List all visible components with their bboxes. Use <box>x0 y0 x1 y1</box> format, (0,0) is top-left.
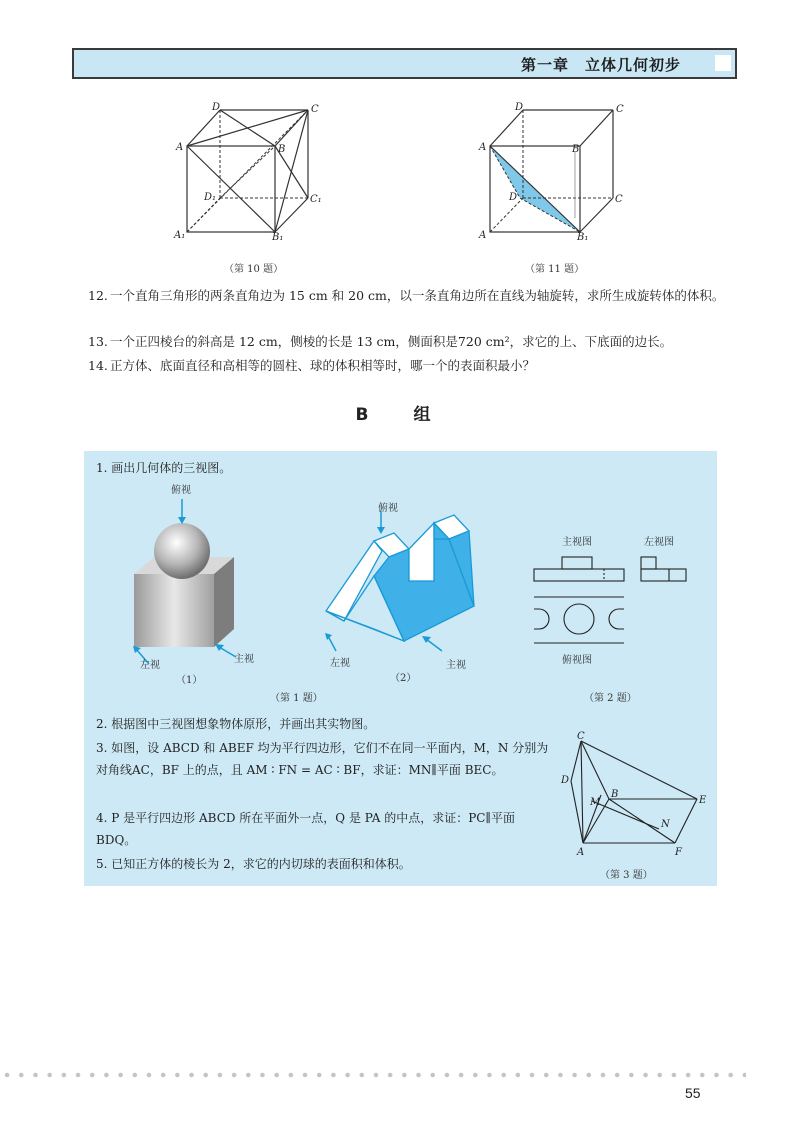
header-square-decoration <box>715 55 731 71</box>
fig10-label-c1: C₁ <box>310 194 322 205</box>
b-q2-number: 2. <box>96 717 108 731</box>
figure-3-parallelograms <box>559 731 709 861</box>
fig3-label-e: E <box>699 795 707 806</box>
footer-dotted-rule <box>0 1071 746 1079</box>
fig3-label-m: M <box>590 797 601 808</box>
problem-12 <box>88 285 748 306</box>
figure-2-caption: （第 2 题） <box>584 693 637 704</box>
figure-11-cube <box>475 100 635 240</box>
figure-10-caption: （第 10 题） <box>224 264 284 275</box>
fig1-2-front-view-label: 主视 <box>446 660 466 671</box>
fig3-label-b: B <box>611 789 619 800</box>
fig1-1-number-label: （1） <box>176 675 203 686</box>
problem-13-text: 一个正四棱台的斜高是 12 cm，侧棱的长是 13 cm，侧面积是720 cm²，求它的上、下底面的边长。 <box>110 334 673 349</box>
problem-12-number: 12. <box>88 288 108 303</box>
fig11-label-c: C <box>616 104 624 115</box>
problem-14-text: 正方体、底面直径和高相等的圆柱、球的体积相等时，哪一个的表面积最小？ <box>110 358 536 373</box>
fig11-label-c1: C <box>615 194 623 205</box>
chapter-header-bar <box>72 48 737 79</box>
fig3-label-d: D <box>561 775 570 786</box>
problem-14-number: 14. <box>88 358 108 373</box>
chapter-title: 第一章 立体几何初步 <box>520 56 681 74</box>
fig10-label-a1: A₁ <box>174 230 186 240</box>
fig11-label-b: B <box>572 144 580 155</box>
b-q3-text: 如图，设 ABCD 和 ABEF 均为平行四边形，它们不在同一平面内，M，N 分别为对角线AC，BF 上的点，且 AM ∶ FN = AC ∶ BF，求证：MN∥平面 BEC。 <box>96 741 549 777</box>
fig10-label-d: D <box>212 102 221 113</box>
b-q2-text: 根据图中三视图想象物体原形，并画出其实物图。 <box>111 717 376 731</box>
figure-10-cube <box>170 100 330 240</box>
fig10-label-a: A <box>176 142 184 153</box>
figure-2-three-views <box>529 551 694 661</box>
fig1-1-top-view-label: 俯视 <box>171 485 191 496</box>
fig2-left-view-label: 左视图 <box>644 537 674 548</box>
fig2-top-view-label: 俯视图 <box>562 655 592 666</box>
fig1-2-left-view-label: 左视 <box>330 658 350 669</box>
figure-11-caption: （第 11 题） <box>525 264 585 275</box>
b-question-2 <box>96 713 556 735</box>
fig10-label-c: C <box>311 104 319 115</box>
problem-12-text: 一个直角三角形的两条直角边为 15 cm 和 20 cm，以一条直角边所在直线为轴旋转，求所生成旋转体的体积。 <box>110 288 725 303</box>
b-q5-number: 5. <box>96 857 108 871</box>
b-question-5 <box>96 853 558 875</box>
fig3-label-a: A <box>577 847 585 858</box>
fig11-label-a1: A <box>479 230 487 240</box>
b-q4-text: P 是平行四边形 ABCD 所在平面外一点，Q 是 PA 的中点，求证：PC∥平面 BDQ。 <box>96 811 516 847</box>
problem-13 <box>88 331 748 352</box>
fig3-label-f: F <box>675 847 682 858</box>
fig10-label-d1: D₁ <box>204 192 217 203</box>
fig3-label-n: N <box>661 819 670 830</box>
fig1-2-top-view-label: 俯视 <box>378 503 398 514</box>
figure-1-2-slotted-block <box>314 511 484 661</box>
fig1-1-left-view-label: 左视 <box>140 660 160 671</box>
b-question-3 <box>96 737 558 781</box>
fig11-label-a: A <box>479 142 487 153</box>
fig10-label-b: B <box>278 144 286 155</box>
b-q1-text: 画出几何体的三视图。 <box>111 461 232 475</box>
fig11-label-b1: B₁ <box>577 232 589 240</box>
b-q1-number: 1. <box>96 461 108 475</box>
fig11-label-d: D <box>515 102 524 113</box>
b-question-1 <box>96 457 231 479</box>
b-q4-number: 4. <box>96 811 108 825</box>
b-q3-number: 3. <box>96 741 108 755</box>
figure-3-caption: （第 3 题） <box>600 870 653 881</box>
fig10-label-b1: B₁ <box>272 232 284 240</box>
figure-1-caption: （第 1 题） <box>270 693 323 704</box>
problem-14 <box>88 355 748 376</box>
fig1-1-front-view-label: 主视 <box>234 654 254 665</box>
page-number: 55 <box>685 1085 701 1101</box>
fig1-2-number-label: （2） <box>390 673 417 684</box>
fig3-label-c: C <box>577 731 585 742</box>
b-q5-text: 已知正方体的棱长为 2，求它的内切球的表面积和体积。 <box>111 857 411 871</box>
b-question-4 <box>96 807 558 851</box>
figure-1-1-sphere-on-cube <box>114 479 254 669</box>
fig2-front-view-label: 主视图 <box>562 537 592 548</box>
fig11-label-d1: D <box>509 192 518 203</box>
section-title-b-group: B 组 <box>355 405 445 425</box>
problem-13-number: 13. <box>88 334 108 349</box>
group-b-box <box>84 451 717 886</box>
